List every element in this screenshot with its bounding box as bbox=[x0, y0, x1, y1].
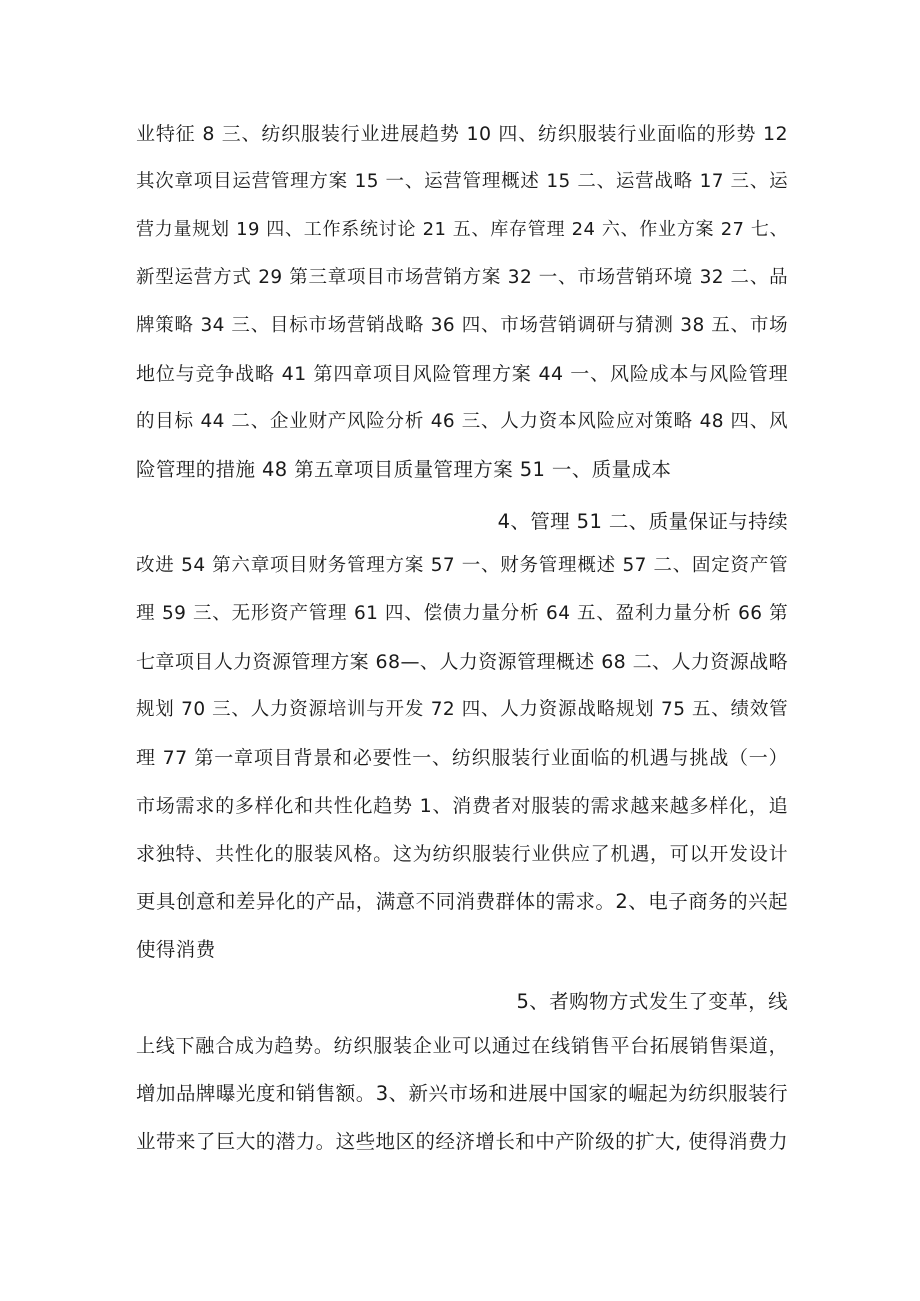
text-line: 规划 70 三、人力资源培训与开发 72 四、人力资源战略规划 75 五、绩效管 bbox=[136, 699, 788, 720]
text-line: 业特征 8 三、纺织服装行业进展趋势 10 四、纺织服装行业面临的形势 12 bbox=[136, 123, 788, 145]
text-line: 改进 54 第六章项目财务管理方案 57 一、财务管理概述 57 二、固定资产管 bbox=[136, 555, 788, 576]
text-line: 七章项目人力资源管理方案 68—、人力资源管理概述 68 二、人力资源战略 bbox=[136, 651, 788, 673]
text-line: 其次章项目运营管理方案 15 一、运营管理概述 15 二、运营战略 17 三、运 bbox=[136, 171, 788, 192]
text-line: 4、管理 51 二、质量保证与持续 bbox=[497, 510, 788, 533]
text-line: 5、者购物方式发生了变革，线 bbox=[516, 990, 788, 1013]
text-line: 使得消费 bbox=[136, 938, 216, 961]
text-line: 增加品牌曝光度和销售额。3、新兴市场和进展中国家的崛起为纺织服装行 bbox=[136, 1082, 788, 1105]
text-line: 市场需求的多样化和共性化趋势 1、消费者对服装的需求越来越多样化，追 bbox=[136, 795, 788, 817]
text-line: 理 77 第一章项目背景和必要性一、纺织服装行业面临的机遇与挑战（一） bbox=[136, 747, 788, 769]
text-line: 牌策略 34 三、目标市场营销战略 36 四、市场营销调研与猜测 38 五、市场 bbox=[136, 315, 788, 336]
text-line: 的目标 44 二、企业财产风险分析 46 三、人力资本风险应对策略 48 四、风 bbox=[136, 411, 788, 432]
text-line: 更具创意和差异化的产品，满意不同消费群体的需求。2、电子商务的兴起 bbox=[136, 890, 788, 913]
text-line: 险管理的措施 48 第五章项目质量管理方案 51 一、质量成本 bbox=[136, 458, 672, 481]
text-line: 新型运营方式 29 第三章项目市场营销方案 32 一、市场营销环境 32 二、品 bbox=[136, 267, 788, 288]
text-line: 业带来了巨大的潜力。这些地区的经济增长和中产阶级的扩大, 使得消费力 bbox=[136, 1130, 788, 1153]
text-line: 上线下融合成为趋势。纺织服装企业可以通过在线销售平台拓展销售渠道， bbox=[136, 1035, 788, 1057]
text-line: 求独特、共性化的服装风格。这为纺织服装行业供应了机遇，可以开发设计 bbox=[136, 843, 788, 865]
text-line: 营力量规划 19 四、工作系统讨论 21 五、库存管理 24 六、作业方案 27 七、 bbox=[136, 219, 788, 240]
text-line: 地位与竞争战略 41 第四章项目风险管理方案 44 一、风险成本与风险管理 bbox=[136, 363, 788, 385]
text-line: 理 59 三、无形资产管理 61 四、偿债力量分析 64 五、盈利力量分析 66 第 bbox=[136, 603, 788, 624]
